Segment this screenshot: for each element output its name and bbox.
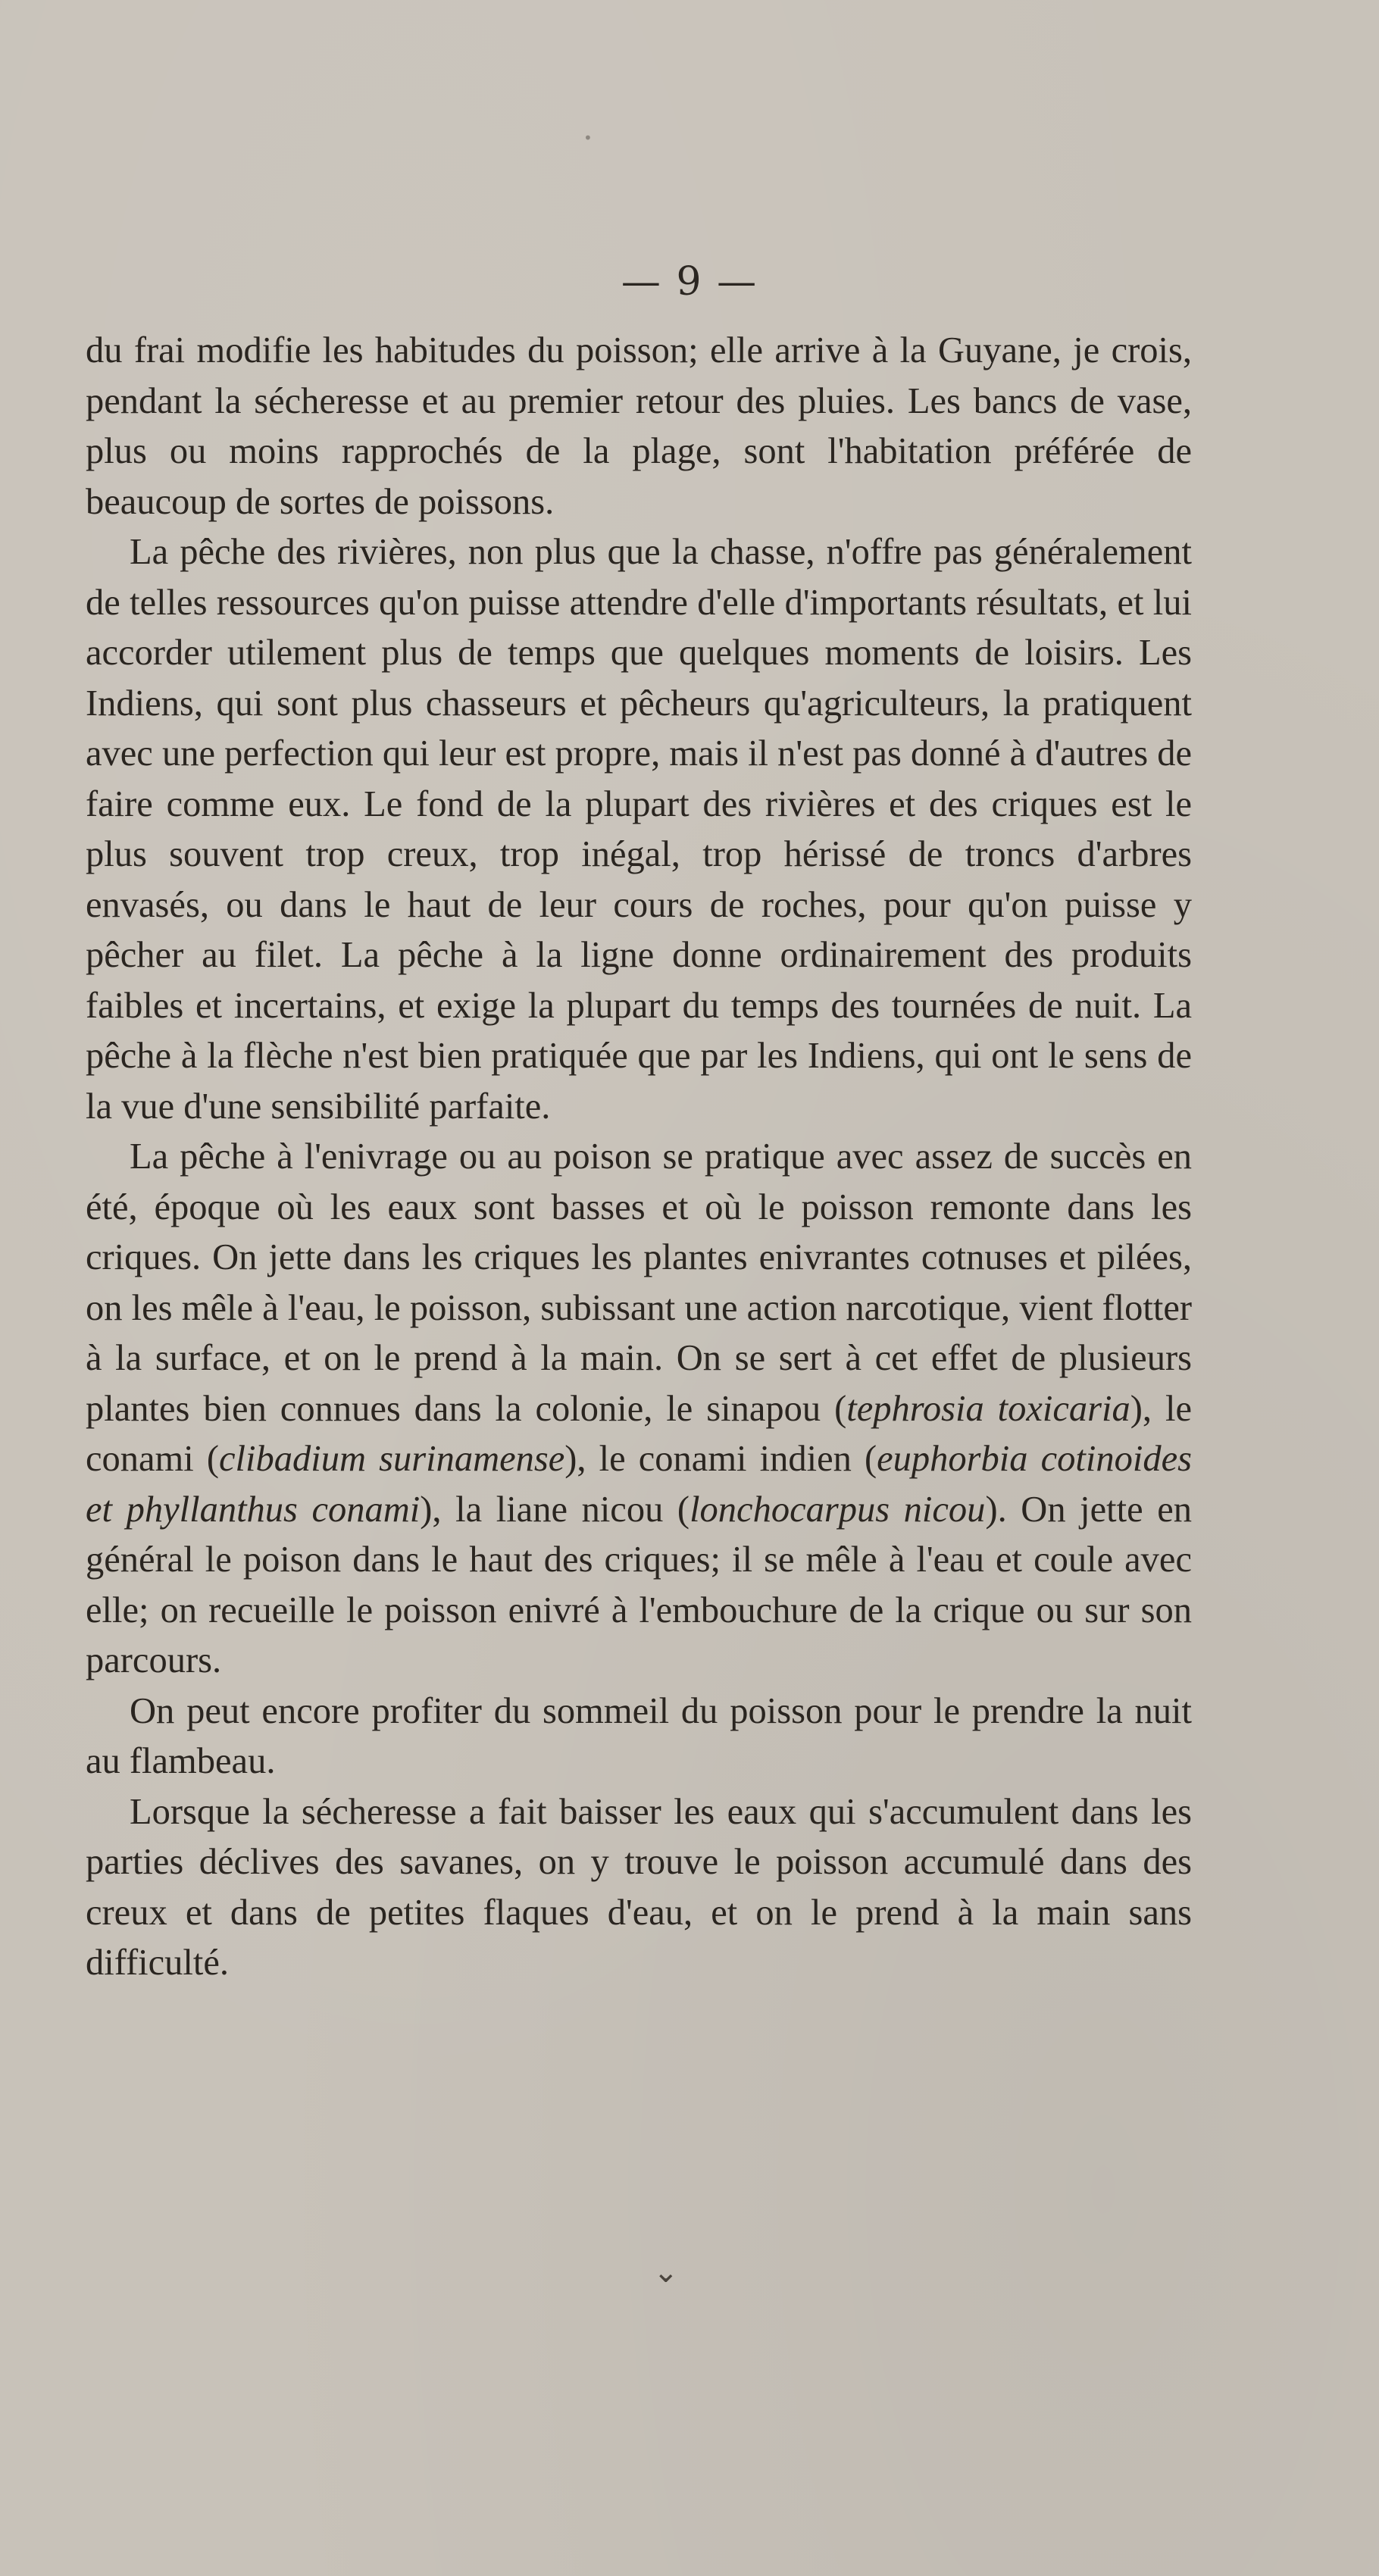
paragraph-5: Lorsque la sécheresse a fait baisser les eaux qui s'accumulent dans les parties déclives des savanes, on y trouve le poisson accumulé dans des creux et dans de petites flaques d'eau, et on le prend à la main sans difficulté.	[86, 1791, 1192, 1983]
paragraph-3-text: La pêche à l'enivrage ou au poison se pratique avec assez de succès en été, époque où les eaux sont basses et où le poisson remonte dans les criques. On jette dans les criques les plantes enivrantes cotnuses et pilées, on les mêle à l'eau, le poisson, subissant une action narcotique, vient flotter à la surface, et on le prend à la main. On se sert à cet effet de plusieurs plantes bien connues dans la colonie, le sinapou (	[86, 1136, 1192, 1429]
print-speck: •	[583, 129, 593, 147]
paragraph-2: La pêche des rivières, non plus que la chasse, n'offre pas généralement de telles ressources qu'on puisse attendre d'elle d'importants résultats, et lui accorder utilement plus de temps que quelques moments de loisirs. Les Indiens, qui sont plus chasseurs et pêcheurs qu'agriculteurs, la pratiquent avec une perfection qui leur est propre, mais il n'est pas donné à d'autres de faire comme eux. Le fond de la plupart des rivières et des criques est le plus souvent trop creux, trop inégal, trop hérissé de troncs d'arbres envasés, ou dans le haut de leur cours de roches, pour qu'on puisse y pêcher au filet. La pêche à la ligne donne ordinairement des produits faibles et incertains, et exige la plupart du temps des tournées de nuit. La pêche à la flèche n'est bien pratiquée que par les Indiens, qui ont le sens de la vue d'une sensibilité parfaite.	[86, 532, 1192, 1127]
paragraph-3-text: ), le conami indien (	[564, 1439, 877, 1479]
paragraph-3-text: ), la liane nicou (	[420, 1489, 690, 1530]
body-text	[86, 326, 1192, 1989]
species-clibadium: clibadium surinamense	[219, 1439, 565, 1479]
species-euphorbia-phyllanthus: euphorbia cotinoides et phyllanthus conami	[86, 1439, 1192, 1530]
page-number: — 9 —	[621, 259, 758, 305]
paragraph-3-text: ). On jette en général le poison dans le haut des criques; il se mêle à l'eau et coule avec elle; on recueille le poisson enivré à l'embouchure de la crique ou sur son parcours.	[86, 1489, 1193, 1680]
paragraph-4: On peut encore profiter du sommeil du poisson pour le prendre la nuit au flambeau.	[86, 1690, 1192, 1781]
end-ornament-icon: ⌄	[653, 2255, 679, 2290]
species-lonchocarpus: lonchocarpus nicou	[690, 1489, 986, 1530]
paragraph-3-text: ), le conami (	[86, 1388, 1192, 1479]
paragraph-1: du frai modifie les habitudes du poisson; elle arrive à la Guyane, je crois, pendant la sécheresse et au premier retour des pluies. Les bancs de vase, plus ou moins rapprochés de la plage, sont l'habitation préférée de beaucoup de sortes de poissons.	[86, 330, 1192, 522]
paragraph-3	[86, 1132, 1192, 1687]
species-tephrosia: tephrosia toxicaria	[846, 1388, 1130, 1429]
